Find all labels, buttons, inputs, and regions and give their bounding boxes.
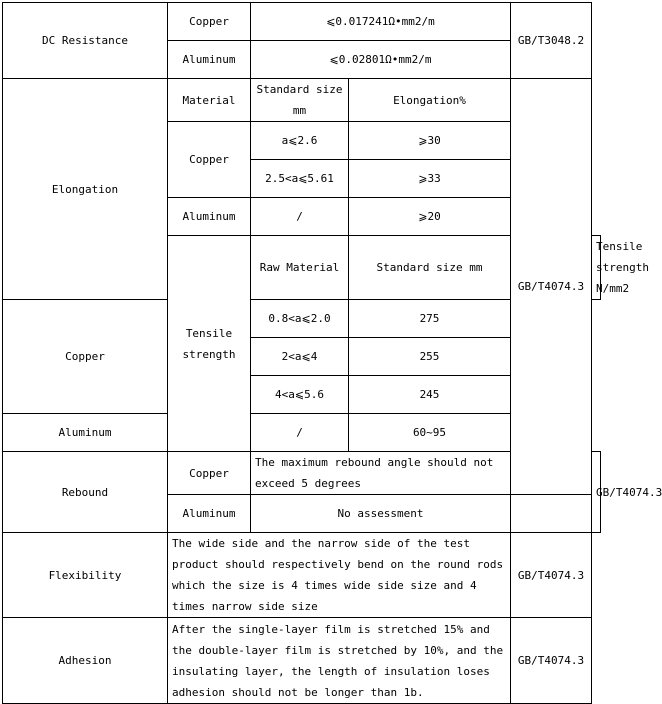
table-row <box>3 618 601 704</box>
tensile-value-2: 255 <box>349 338 511 376</box>
elongation-aluminum-value: ⩾20 <box>349 198 511 236</box>
elongation-aluminum-material: Aluminum <box>168 198 251 236</box>
rebound-label: Rebound <box>3 452 168 533</box>
rebound-aluminum-material: Aluminum <box>168 495 251 533</box>
adhesion-label: Adhesion <box>3 618 168 704</box>
tensile-header-material: Raw Material <box>251 236 349 300</box>
dc-copper-material: Copper <box>168 3 251 41</box>
dc-copper-value: ⩽0.017241Ω•mm2/m <box>251 3 511 41</box>
tensile-value-1: 275 <box>349 300 511 338</box>
table-row <box>3 79 601 122</box>
specification-table <box>2 2 662 704</box>
tensile-value-3: 245 <box>349 376 511 414</box>
tensile-strength-label: Tensile strength <box>168 236 251 452</box>
flexibility-standard: GB/T4074.3 <box>511 533 592 618</box>
adhesion-standard: GB/T4074.3 <box>511 618 592 704</box>
flexibility-text: The wide side and the narrow side of the test product should respectively bend on the round rods which the size is 4 times wide side size and 4 times narrow side size <box>168 533 511 618</box>
elongation-tensile-standard: GB/T4074.3 <box>511 79 592 495</box>
tensile-header-size: Standard size mm <box>349 236 511 300</box>
tensile-size-1: 0.8<a⩽2.0 <box>251 300 349 338</box>
adhesion-text: After the single-layer film is stretched 15% and the double-layer film is stretched by 10%, and the insulating layer, the length of insulation loses adhesion should not be longer than 1b. <box>168 618 511 704</box>
rebound-copper-material: Copper <box>168 452 251 495</box>
elongation-value-1: ⩾30 <box>349 122 511 160</box>
tensile-aluminum-size: / <box>251 414 349 452</box>
elongation-value-2: ⩾33 <box>349 160 511 198</box>
dc-resistance-standard: GB/T3048.2 <box>511 3 592 79</box>
elongation-size-2: 2.5<a⩽5.61 <box>251 160 349 198</box>
elongation-copper-material: Copper <box>168 122 251 198</box>
tensile-copper-material: Copper <box>3 300 168 414</box>
dc-resistance-label: DC Resistance <box>3 3 168 79</box>
elongation-header-value: Elongation% <box>349 79 511 122</box>
tensile-size-3: 4<a⩽5.6 <box>251 376 349 414</box>
elongation-label: Elongation <box>3 79 168 300</box>
rebound-standard: GB/T4074.3 <box>592 452 601 533</box>
rebound-aluminum-text: No assessment <box>251 495 511 533</box>
elongation-header-material: Material <box>168 79 251 122</box>
elongation-size-1: a⩽2.6 <box>251 122 349 160</box>
tensile-aluminum-material: Aluminum <box>3 414 168 452</box>
tensile-size-2: 2<a⩽4 <box>251 338 349 376</box>
dc-aluminum-value: ⩽0.02801Ω•mm2/m <box>251 41 511 79</box>
table-row <box>3 3 601 41</box>
dc-aluminum-material: Aluminum <box>168 41 251 79</box>
tensile-aluminum-value: 60~95 <box>349 414 511 452</box>
elongation-header-size: Standard size mm <box>251 79 349 122</box>
elongation-aluminum-size: / <box>251 198 349 236</box>
rebound-copper-text: The maximum rebound angle should not exceed 5 degrees <box>251 452 511 495</box>
flexibility-label: Flexibility <box>3 533 168 618</box>
table-row <box>3 533 601 618</box>
tensile-header-value: Tensile strength N/mm2 <box>592 236 601 300</box>
